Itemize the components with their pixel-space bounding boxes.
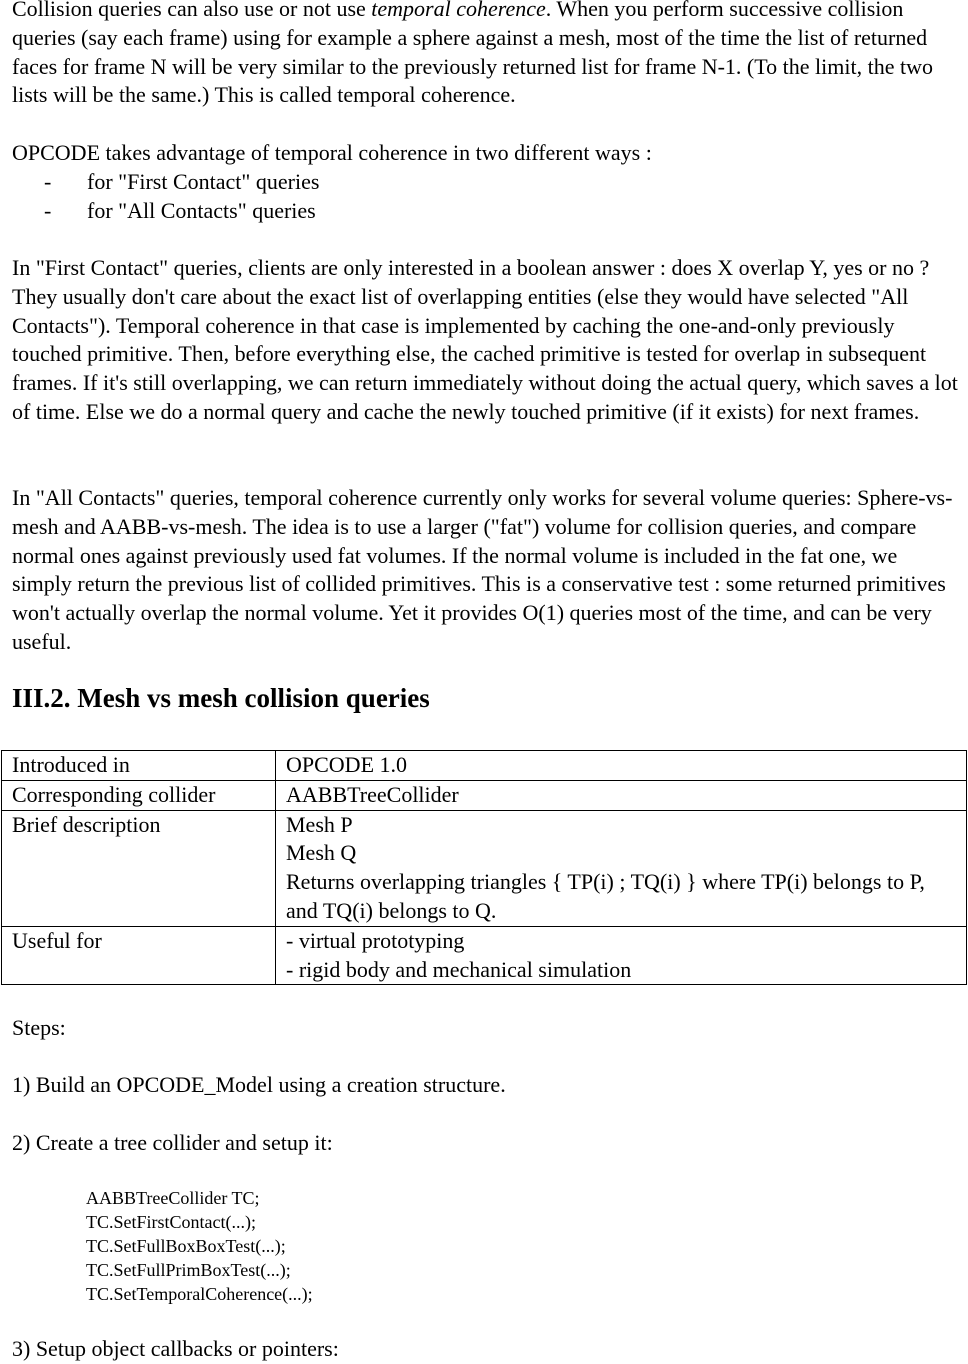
table-row <box>2 751 967 781</box>
code-line: TC.SetFullPrimBoxTest(...); <box>86 1260 291 1280</box>
bullet-text: for "All Contacts" queries <box>87 198 316 223</box>
section-heading: III.2. Mesh vs mesh collision queries <box>12 683 430 713</box>
table-value-line: - rigid body and mechanical simulation <box>286 956 632 982</box>
table-key-cell: Corresponding collider <box>2 780 276 810</box>
paragraph-first-contact: In "First Contact" queries, clients are only interested in a boolean answer : does X overlap Y, yes or no ? They usually don't care about the exact list of overlapping entities (else they would have selected "All Contacts"). Temporal coherence in that case is implemented by caching the one-and-only previously touched primitive. Then, before everything else, the cached primitive is tested for overlap in subsequent frames. If it's still overlapping, we can return immediately without doing the actual query, which saves a lot of time. Else we do a normal query and cache the newly touched primitive (if it exists) for next frames. <box>12 255 958 424</box>
table-value-line: Returns overlapping triangles { TP(i) ; TQ(i) } where TP(i) belongs to P, and TQ(i) belongs to Q. <box>286 869 925 923</box>
table-row <box>2 810 967 926</box>
paragraph-temporal-coherence <box>12 0 962 110</box>
table-value-cell <box>276 926 967 985</box>
table-row <box>2 926 967 985</box>
table-value-line: AABBTreeCollider <box>286 781 459 807</box>
steps-heading: Steps: <box>12 1015 66 1040</box>
table-value-line: Mesh P <box>286 811 353 837</box>
bullet-dash: - <box>44 169 52 194</box>
bullet-text: for "First Contact" queries <box>87 169 320 194</box>
table-value-line: OPCODE 1.0 <box>286 752 408 777</box>
paragraph-text: Collision queries can also use or not use <box>12 0 372 21</box>
code-line: TC.SetFirstContact(...); <box>86 1212 256 1232</box>
table-value-cell <box>276 751 967 781</box>
table-value-line: Mesh Q <box>286 840 357 866</box>
collider-info-table <box>1 750 967 985</box>
bullet-item-first-contact <box>44 168 319 197</box>
table-row <box>2 780 967 810</box>
step-setup-callbacks: 3) Setup object callbacks or pointers: <box>12 1336 339 1361</box>
paragraph-two-ways: OPCODE takes advantage of temporal coherence in two different ways : <box>12 140 652 165</box>
step-create-collider: 2) Create a tree collider and setup it: <box>12 1130 333 1155</box>
table-value-cell <box>276 780 967 810</box>
code-line: TC.SetTemporalCoherence(...); <box>86 1284 313 1304</box>
code-line: AABBTreeCollider TC; <box>86 1188 260 1208</box>
table-value-cell <box>276 810 967 926</box>
code-line: TC.SetFullBoxBoxTest(...); <box>86 1236 286 1256</box>
table-key-cell: Introduced in <box>2 751 276 781</box>
table-key-cell: Useful for <box>2 926 276 985</box>
emphasis-temporal-coherence: temporal coherence <box>371 0 546 21</box>
paragraph-all-contacts: In "All Contacts" queries, temporal coherence currently only works for several volume queries: Sphere-vs-mesh and AABB-vs-mesh. The idea is to use a larger ("fat") volume for collision queries, and compare normal ones against previously used fat volumes. If the normal volume is included in the fat one, we simply return the previous list of collided primitives. This is a conservative test : some returned primitives won't actually overlap the normal volume. Yet it provides O(1) queries most of the time, and can be very useful. <box>12 485 953 654</box>
paragraph-text: . When you perform successive collision queries (say each frame) using for example a sphere against a mesh, most of the time the list of returned faces for frame N will be very similar to the previously returned list for frame N-1. (To the limit, the two lists will be the same.) This is called temporal coherence. <box>12 0 933 108</box>
bullet-item-all-contacts <box>44 197 316 226</box>
bullet-dash: - <box>44 198 52 223</box>
table-key-cell: Brief description <box>2 810 276 926</box>
step-build-model: 1) Build an OPCODE_Model using a creation structure. <box>12 1072 506 1097</box>
table-value-line: - virtual prototyping <box>286 927 465 953</box>
